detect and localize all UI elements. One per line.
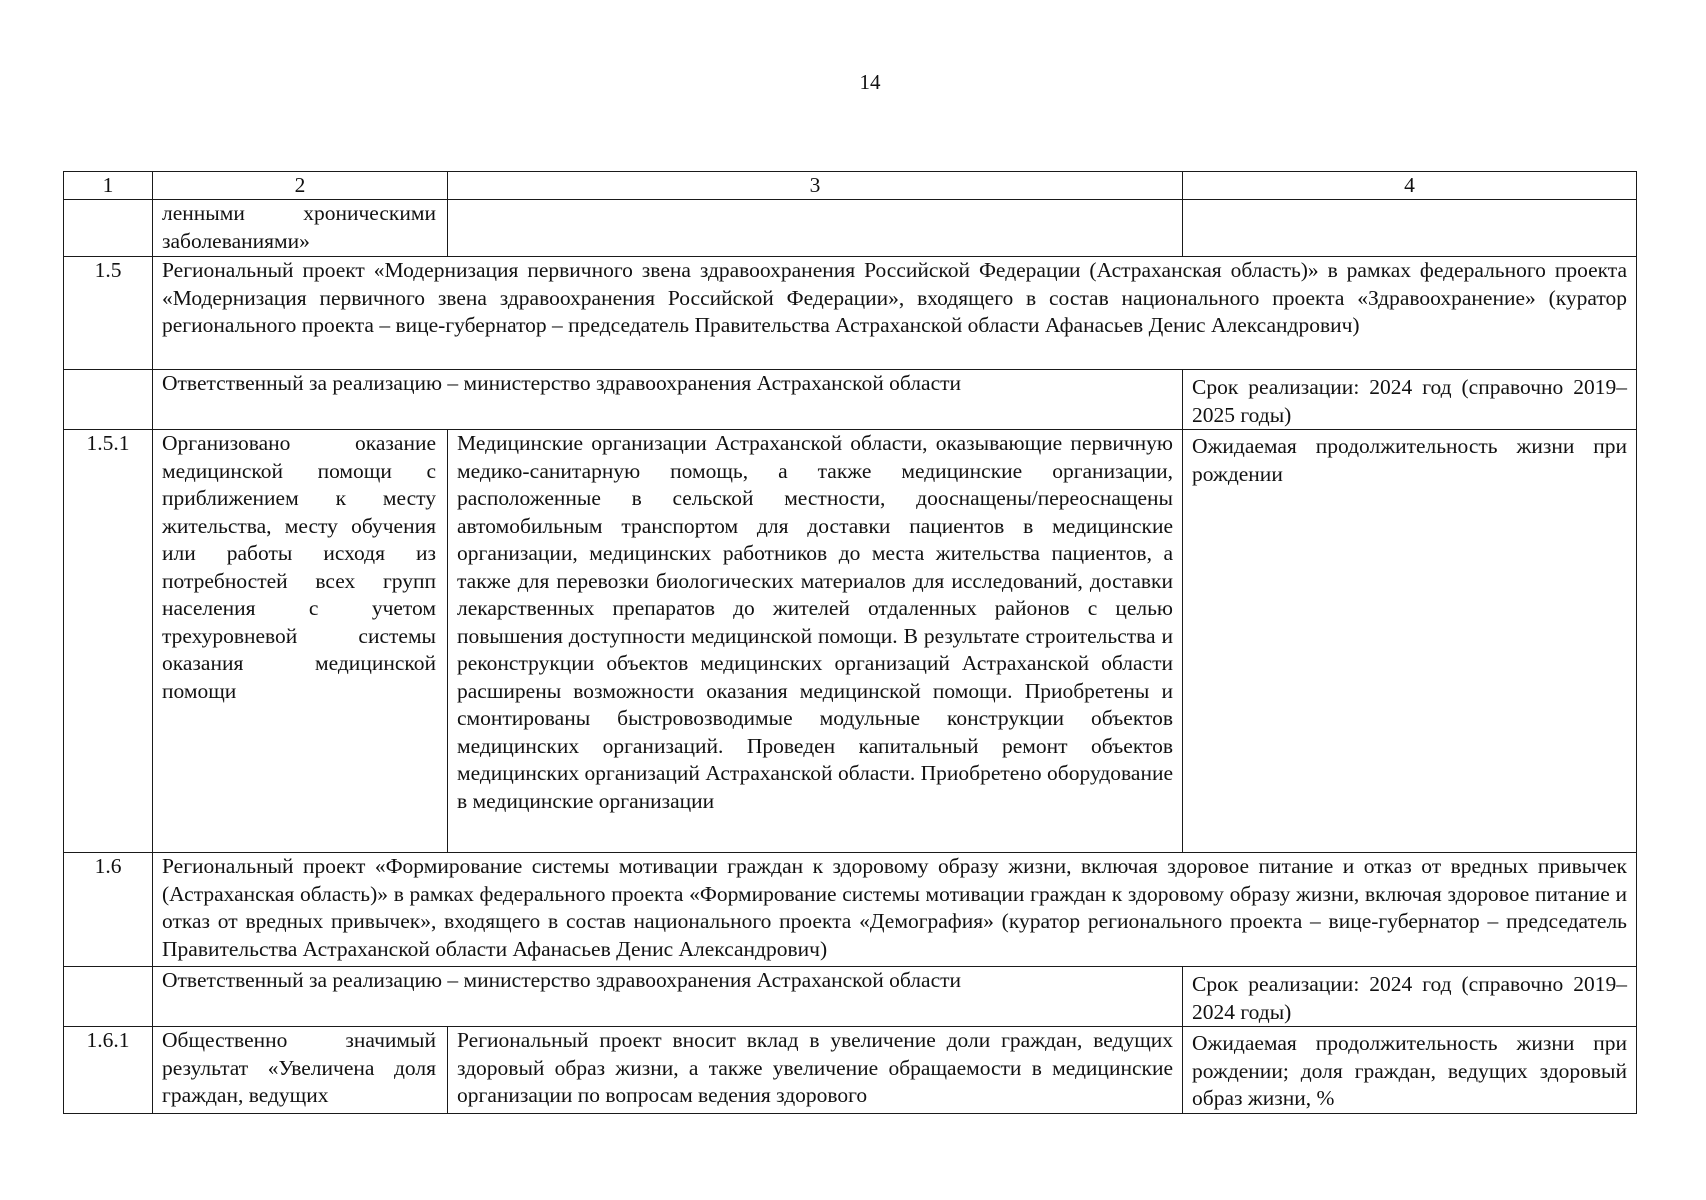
header-col-4: 4: [1183, 172, 1637, 200]
section-num-1-5: 1.5: [64, 257, 153, 370]
continuation-col2: ленными хроническими заболеваниями»: [153, 200, 448, 257]
responsible-num-cell-1-6: [64, 967, 153, 1027]
section-row-1-6: [64, 853, 1637, 967]
section-row-1-5: [64, 257, 1637, 370]
table-row-1-6-1: [64, 1027, 1637, 1114]
row-1-6-1-result: Общественно значимый результат «Увеличена доля граждан, ведущих: [153, 1027, 448, 1114]
row-1-5-1-description: Медицинские организации Астраханской области, оказывающие первичную медико-санитарную помощь, а также медицинские организации, расположенные в сельской местности, дооснащены/переоснащены автомобильным транспортом для доставки пациентов в медицинские организации, медицинских работников до места жительства пациентов, а также для перевозки биологических материалов для исследований, доставки лекарственных препаратов до жителей отдаленных районов с целью повышения доступности медицинской помощи. В результате строительства и реконструкции объектов медицинских организаций Астраханской области расширены возможности оказания медицинской помощи. Приобретены и смонтированы быстровозводимые модульные конструкции объектов медицинских организаций. Проведен капитальный ремонт объектов медицинских организаций Астраханской области. Приобретено оборудование в медицинские организации: [448, 430, 1183, 853]
table-header-row: [64, 172, 1637, 200]
row-1-5-1-result: Организовано оказание медицинской помощи с приближением к месту жительства, месту обучения или работы исходя из потребностей всех групп населения с учетом трехуровневой системы оказания медицинской помощи: [153, 430, 448, 853]
header-col-2: 2: [153, 172, 448, 200]
row-1-6-1-description: Региональный проект вносит вклад в увеличение доли граждан, ведущих здоровый образ жизни, а также увеличение обращаемости в медицинские организации по вопросам ведения здорового: [448, 1027, 1183, 1114]
row-1-5-1-indicator: Ожидаемая продолжительность жизни при рождении: [1183, 430, 1637, 853]
continuation-col4: [1183, 200, 1637, 257]
table-row-1-5-1: [64, 430, 1637, 853]
responsible-text-1-5: Ответственный за реализацию – министерство здравоохранения Астраханской области: [153, 370, 1183, 430]
program-table: [63, 171, 1637, 1114]
continuation-col3: [448, 200, 1183, 257]
header-col-1: 1: [64, 172, 153, 200]
header-col-3: 3: [448, 172, 1183, 200]
table-row-continuation: [64, 200, 1637, 257]
responsible-row-1-6: [64, 967, 1637, 1027]
row-num-1-6-1: 1.6.1: [64, 1027, 153, 1114]
continuation-num-cell: [64, 200, 153, 257]
section-title-1-6: Региональный проект «Формирование системы мотивации граждан к здоровому образу жизни, включая здоровое питание и отказ от вредных привычек (Астраханская область)» в рамках федерального проекта «Формирование системы мотивации граждан к здоровому образу жизни, включая здоровое питание и отказ от вредных привычек», входящего в состав национального проекта «Демография» (куратор регионального проекта – вице-губернатор – председатель Правительства Астраханской области Афанасьев Денис Александрович): [153, 853, 1637, 967]
row-num-1-5-1: 1.5.1: [64, 430, 153, 853]
term-text-1-6: Срок реализации: 2024 год (справочно 2019–2024 годы): [1183, 967, 1637, 1027]
responsible-text-1-6: Ответственный за реализацию – министерство здравоохранения Астраханской области: [153, 967, 1183, 1027]
section-title-1-5: Региональный проект «Модернизация первичного звена здравоохранения Российской Федерации (Астраханская область)» в рамках федерального проекта «Модернизация первичного звена здравоохранения Российской Федерации», входящего в состав национального проекта «Здравоохранение» (куратор регионального проекта – вице-губернатор – председатель Правительства Астраханской области Афанасьев Денис Александрович): [153, 257, 1637, 370]
responsible-num-cell-1-5: [64, 370, 153, 430]
section-num-1-6: 1.6: [64, 853, 153, 967]
page-number: 14: [859, 70, 881, 94]
term-text-1-5: Срок реализации: 2024 год (справочно 2019–2025 годы): [1183, 370, 1637, 430]
responsible-row-1-5: [64, 370, 1637, 430]
row-1-6-1-indicator: Ожидаемая продолжительность жизни при рождении; доля граждан, ведущих здоровый образ жизни, %: [1183, 1027, 1637, 1114]
